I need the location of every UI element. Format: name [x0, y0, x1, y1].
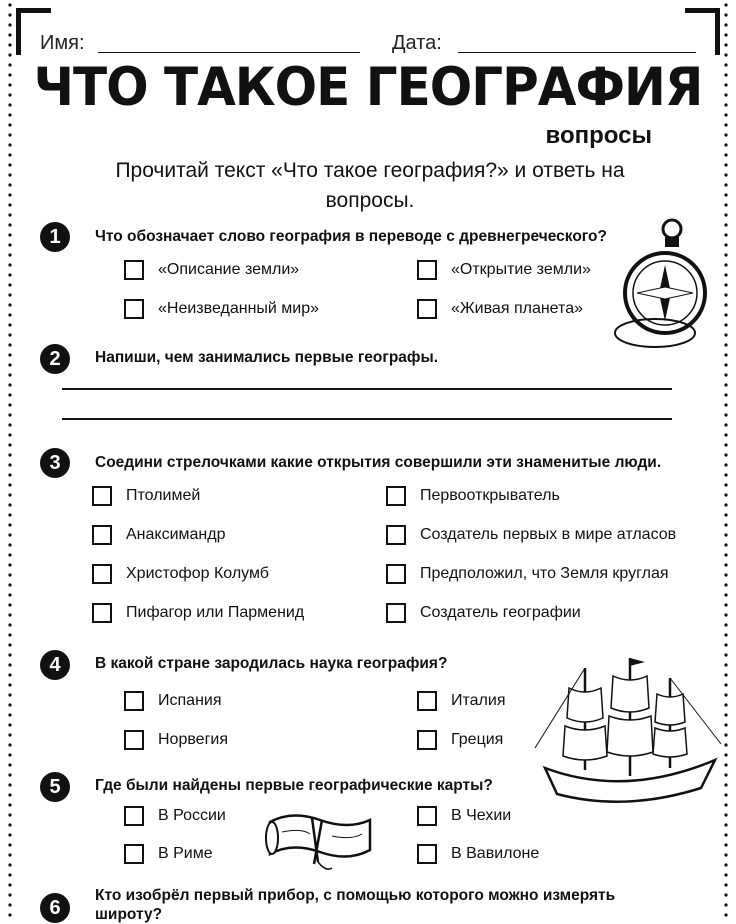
- q3-person-4[interactable]: Пифагор или Парменид: [92, 603, 304, 623]
- name-label: Имя:: [40, 32, 85, 54]
- checkbox[interactable]: [417, 260, 437, 280]
- checkbox[interactable]: [386, 564, 406, 584]
- q1-option-3[interactable]: «Неизведанный мир»: [124, 299, 319, 319]
- checkbox[interactable]: [124, 730, 144, 750]
- checkbox[interactable]: [417, 299, 437, 319]
- question-text-1: Что обозначает слово география в переводе с древнегреческого?: [95, 228, 607, 245]
- q1-option-2[interactable]: «Открытие земли»: [417, 260, 591, 280]
- checkbox[interactable]: [417, 806, 437, 826]
- question-text-6-line-2: широту?: [95, 906, 163, 923]
- q5-option-1[interactable]: В России: [124, 806, 226, 826]
- checkbox[interactable]: [124, 299, 144, 319]
- q1-option-1[interactable]: «Описание земли»: [124, 260, 299, 280]
- question-text-5: Где были найдены первые географические карты?: [95, 777, 493, 794]
- q5-option-4[interactable]: В Вавилоне: [417, 844, 539, 864]
- checkbox[interactable]: [417, 691, 437, 711]
- q4-option-1[interactable]: Испания: [124, 691, 222, 711]
- answer-line-2[interactable]: [62, 418, 672, 420]
- question-text-2: Напиши, чем занимались первые географы.: [95, 349, 439, 366]
- q4-option-3[interactable]: Норвегия: [124, 730, 228, 750]
- q5-option-2[interactable]: В Чехии: [417, 806, 511, 826]
- q3-discovery-2[interactable]: Создатель первых в мире атласов: [386, 525, 676, 545]
- compass-illustration: [610, 215, 710, 355]
- checkbox[interactable]: [386, 525, 406, 545]
- checkbox[interactable]: [92, 486, 112, 506]
- dotted-border-left: [6, 0, 14, 920]
- question-number-5: 5: [40, 772, 70, 802]
- q3-discovery-3[interactable]: Предположил, что Земля круглая: [386, 564, 669, 584]
- q3-discovery-4[interactable]: Создатель географии: [386, 603, 581, 623]
- q5-option-3[interactable]: В Риме: [124, 844, 213, 864]
- checkbox[interactable]: [417, 730, 437, 750]
- question-number-6: 6: [40, 893, 70, 923]
- question-number-4: 4: [40, 650, 70, 680]
- checkbox[interactable]: [124, 260, 144, 280]
- intro-text: Прочитай текст «Что такое география?» и ответь на вопросы.: [115, 159, 625, 212]
- q1-option-4[interactable]: «Живая планета»: [417, 299, 583, 319]
- date-label: Дата:: [392, 32, 442, 54]
- checkbox[interactable]: [124, 691, 144, 711]
- question-text-6-line-1: Кто изобрёл первый прибор, с помощью которого можно измерять: [95, 887, 616, 904]
- checkbox[interactable]: [124, 806, 144, 826]
- page-title: ЧТО ТАКОЕ ГЕОГРАФИЯ: [33, 56, 703, 118]
- q3-person-2[interactable]: Анаксимандр: [92, 525, 226, 545]
- q3-discovery-1[interactable]: Первооткрыватель: [386, 486, 560, 506]
- checkbox[interactable]: [417, 844, 437, 864]
- checkbox[interactable]: [92, 603, 112, 623]
- q4-option-4[interactable]: Греция: [417, 730, 503, 750]
- q3-person-3[interactable]: Христофор Колумб: [92, 564, 269, 584]
- checkbox[interactable]: [92, 525, 112, 545]
- corner-bracket-right: [685, 8, 720, 55]
- answer-line-1[interactable]: [62, 388, 672, 390]
- checkbox[interactable]: [386, 486, 406, 506]
- name-field-line[interactable]: [98, 52, 360, 53]
- question-number-2: 2: [40, 344, 70, 374]
- question-number-1: 1: [40, 222, 70, 252]
- scroll-illustration: [262, 802, 378, 878]
- checkbox[interactable]: [386, 603, 406, 623]
- checkbox[interactable]: [92, 564, 112, 584]
- question-text-3: Соедини стрелочками какие открытия совершили эти знаменитые люди.: [95, 454, 662, 471]
- question-number-3: 3: [40, 448, 70, 478]
- page-subtitle: вопросы: [545, 122, 652, 149]
- question-text-4: В какой стране зародилась наука география?: [95, 655, 448, 672]
- checkbox[interactable]: [124, 844, 144, 864]
- q3-person-1[interactable]: Птолимей: [92, 486, 200, 506]
- date-field-line[interactable]: [458, 52, 696, 53]
- q4-option-2[interactable]: Италия: [417, 691, 505, 711]
- ship-illustration: [525, 648, 725, 816]
